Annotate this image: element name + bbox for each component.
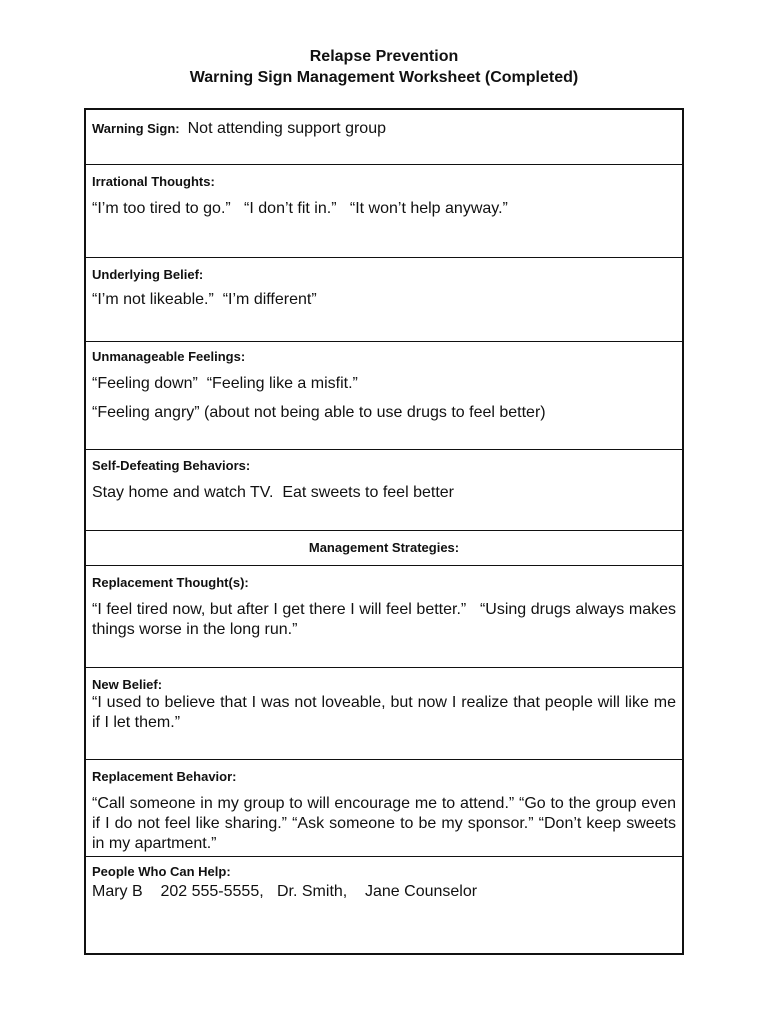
- warning-sign-label: Warning Sign:: [92, 121, 180, 136]
- replacement-thoughts-value: “I feel tired now, but after I get there I will feel better.” “Using drugs always makes things worse in the long run.”: [92, 601, 681, 638]
- people-who-can-help-value: Mary B 202 555-5555, Dr. Smith, Jane Counselor: [92, 883, 478, 900]
- replacement-thoughts-section: [86, 566, 682, 668]
- underlying-belief-section: [86, 258, 682, 342]
- worksheet-header: [0, 46, 768, 88]
- unmanageable-feelings-line-1: “Feeling down” “Feeling like a misfit.”: [92, 375, 358, 392]
- self-defeating-behaviors-section: [86, 450, 682, 531]
- underlying-belief-label: Underlying Belief:: [92, 267, 204, 282]
- people-who-can-help-label: People Who Can Help:: [92, 864, 231, 879]
- replacement-thoughts-label: Replacement Thought(s):: [92, 575, 249, 590]
- management-strategies-heading-section: [86, 531, 682, 566]
- irrational-thoughts-section: [86, 165, 682, 258]
- replacement-behavior-label: Replacement Behavior:: [92, 769, 237, 784]
- new-belief-label: New Belief:: [92, 677, 163, 692]
- unmanageable-feelings-section: [86, 342, 682, 450]
- replacement-behavior-section: [86, 760, 682, 857]
- new-belief-section: [86, 668, 682, 760]
- worksheet-table: [84, 108, 684, 955]
- warning-sign-section: [86, 110, 682, 165]
- unmanageable-feelings-line-2: “Feeling angry” (about not being able to use drugs to feel better): [92, 404, 546, 421]
- management-strategies-heading: Management Strategies:: [308, 540, 460, 555]
- irrational-thoughts-label: Irrational Thoughts:: [92, 174, 215, 189]
- warning-sign-row: [92, 119, 676, 139]
- page-title: Relapse Prevention: [309, 48, 459, 65]
- unmanageable-feelings-label: Unmanageable Feelings:: [92, 349, 246, 364]
- irrational-thoughts-value: “I’m too tired to go.” “I don’t fit in.” “It won’t help anyway.”: [92, 200, 508, 217]
- self-defeating-behaviors-label: Self-Defeating Behaviors:: [92, 458, 251, 473]
- self-defeating-behaviors-value: Stay home and watch TV. Eat sweets to feel better: [92, 484, 454, 501]
- replacement-behavior-value: “Call someone in my group to will encourage me to attend.” “Go to the group even if I do not feel like sharing.” “Ask someone to be my sponsor.” “Don’t keep sweets in my apartment.”: [92, 795, 676, 852]
- underlying-belief-value: “I’m not likeable.” “I’m different”: [92, 291, 317, 308]
- warning-sign-value: Not attending support group: [187, 120, 386, 137]
- page-subtitle: Warning Sign Management Worksheet (Completed): [189, 69, 579, 86]
- people-who-can-help-section: [86, 857, 682, 953]
- new-belief-value: “I used to believe that I was not loveable, but now I realize that people will like me if I let them.”: [92, 694, 676, 731]
